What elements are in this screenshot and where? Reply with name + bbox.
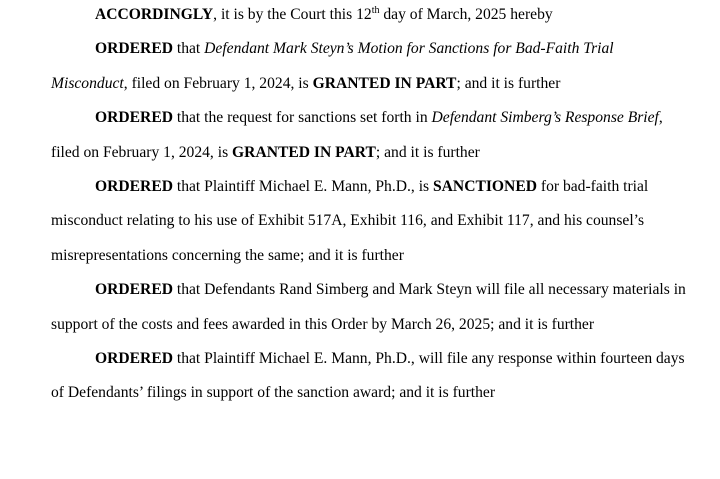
ordered-label: ORDERED — [95, 109, 173, 127]
ordered-label: ORDERED — [95, 178, 173, 196]
ordered-text: , filed on February 1, 2024, is — [123, 74, 313, 92]
granted-label: GRANTED IN PART — [312, 74, 457, 92]
accordingly-paragraph — [51, 0, 691, 32]
ordered-paragraph-response-brief — [51, 101, 691, 170]
accordingly-text-a: , it is by the Court this 12 — [213, 6, 372, 23]
ordinal-suffix: th — [371, 5, 380, 16]
granted-label: GRANTED IN PART — [232, 143, 376, 161]
ordered-text: that Plaintiff Michael E. Mann, Ph.D., is — [172, 178, 433, 196]
ordered-paragraph-sanctioned — [51, 170, 691, 273]
document-page — [51, 0, 691, 411]
ordered-paragraph-motion — [51, 32, 691, 101]
ordered-label: ORDERED — [95, 350, 173, 368]
accordingly-text-b: day of March, 2025 hereby — [379, 6, 553, 23]
ordered-text: for bad-faith trial misconduct relating to his use of Exhibit 517A, Exhibit 116, and Exhibit 117, and his counsel’s misrepresentations concerning the same; and it is further — [51, 178, 649, 264]
ordered-text: ; and it is further — [456, 74, 561, 92]
motion-title: Defendant Mark Steyn’s Motion for Sanctions for Bad-Faith Trial Misconduct — [51, 40, 614, 92]
ordered-label: ORDERED — [95, 40, 173, 58]
accordingly-heading: ACCORDINGLY — [95, 6, 214, 23]
ordered-text: that Plaintiff Michael E. Mann, Ph.D., will file any response within fourteen days of Defendants’ filings in support of the sanction award; and it is further — [51, 350, 685, 402]
ordered-text: that — [172, 40, 205, 58]
ordered-text: that the request for sanctions set forth in — [172, 109, 432, 127]
ordered-text: ; and it is further — [375, 143, 480, 161]
ordered-text: , filed on February 1, 2024, is — [51, 109, 663, 161]
ordered-paragraph-response — [51, 342, 691, 411]
ordered-text: that Defendants Rand Simberg and Mark Steyn will file all necessary materials in support of the costs and fees awarded in this Order by March 26, 2025; and it is further — [51, 281, 686, 333]
ordered-paragraph-costs-fees — [51, 273, 691, 342]
ordered-label: ORDERED — [95, 281, 173, 299]
brief-title: Defendant Simberg’s Response Brief — [431, 109, 659, 127]
sanctioned-label: SANCTIONED — [433, 178, 537, 196]
